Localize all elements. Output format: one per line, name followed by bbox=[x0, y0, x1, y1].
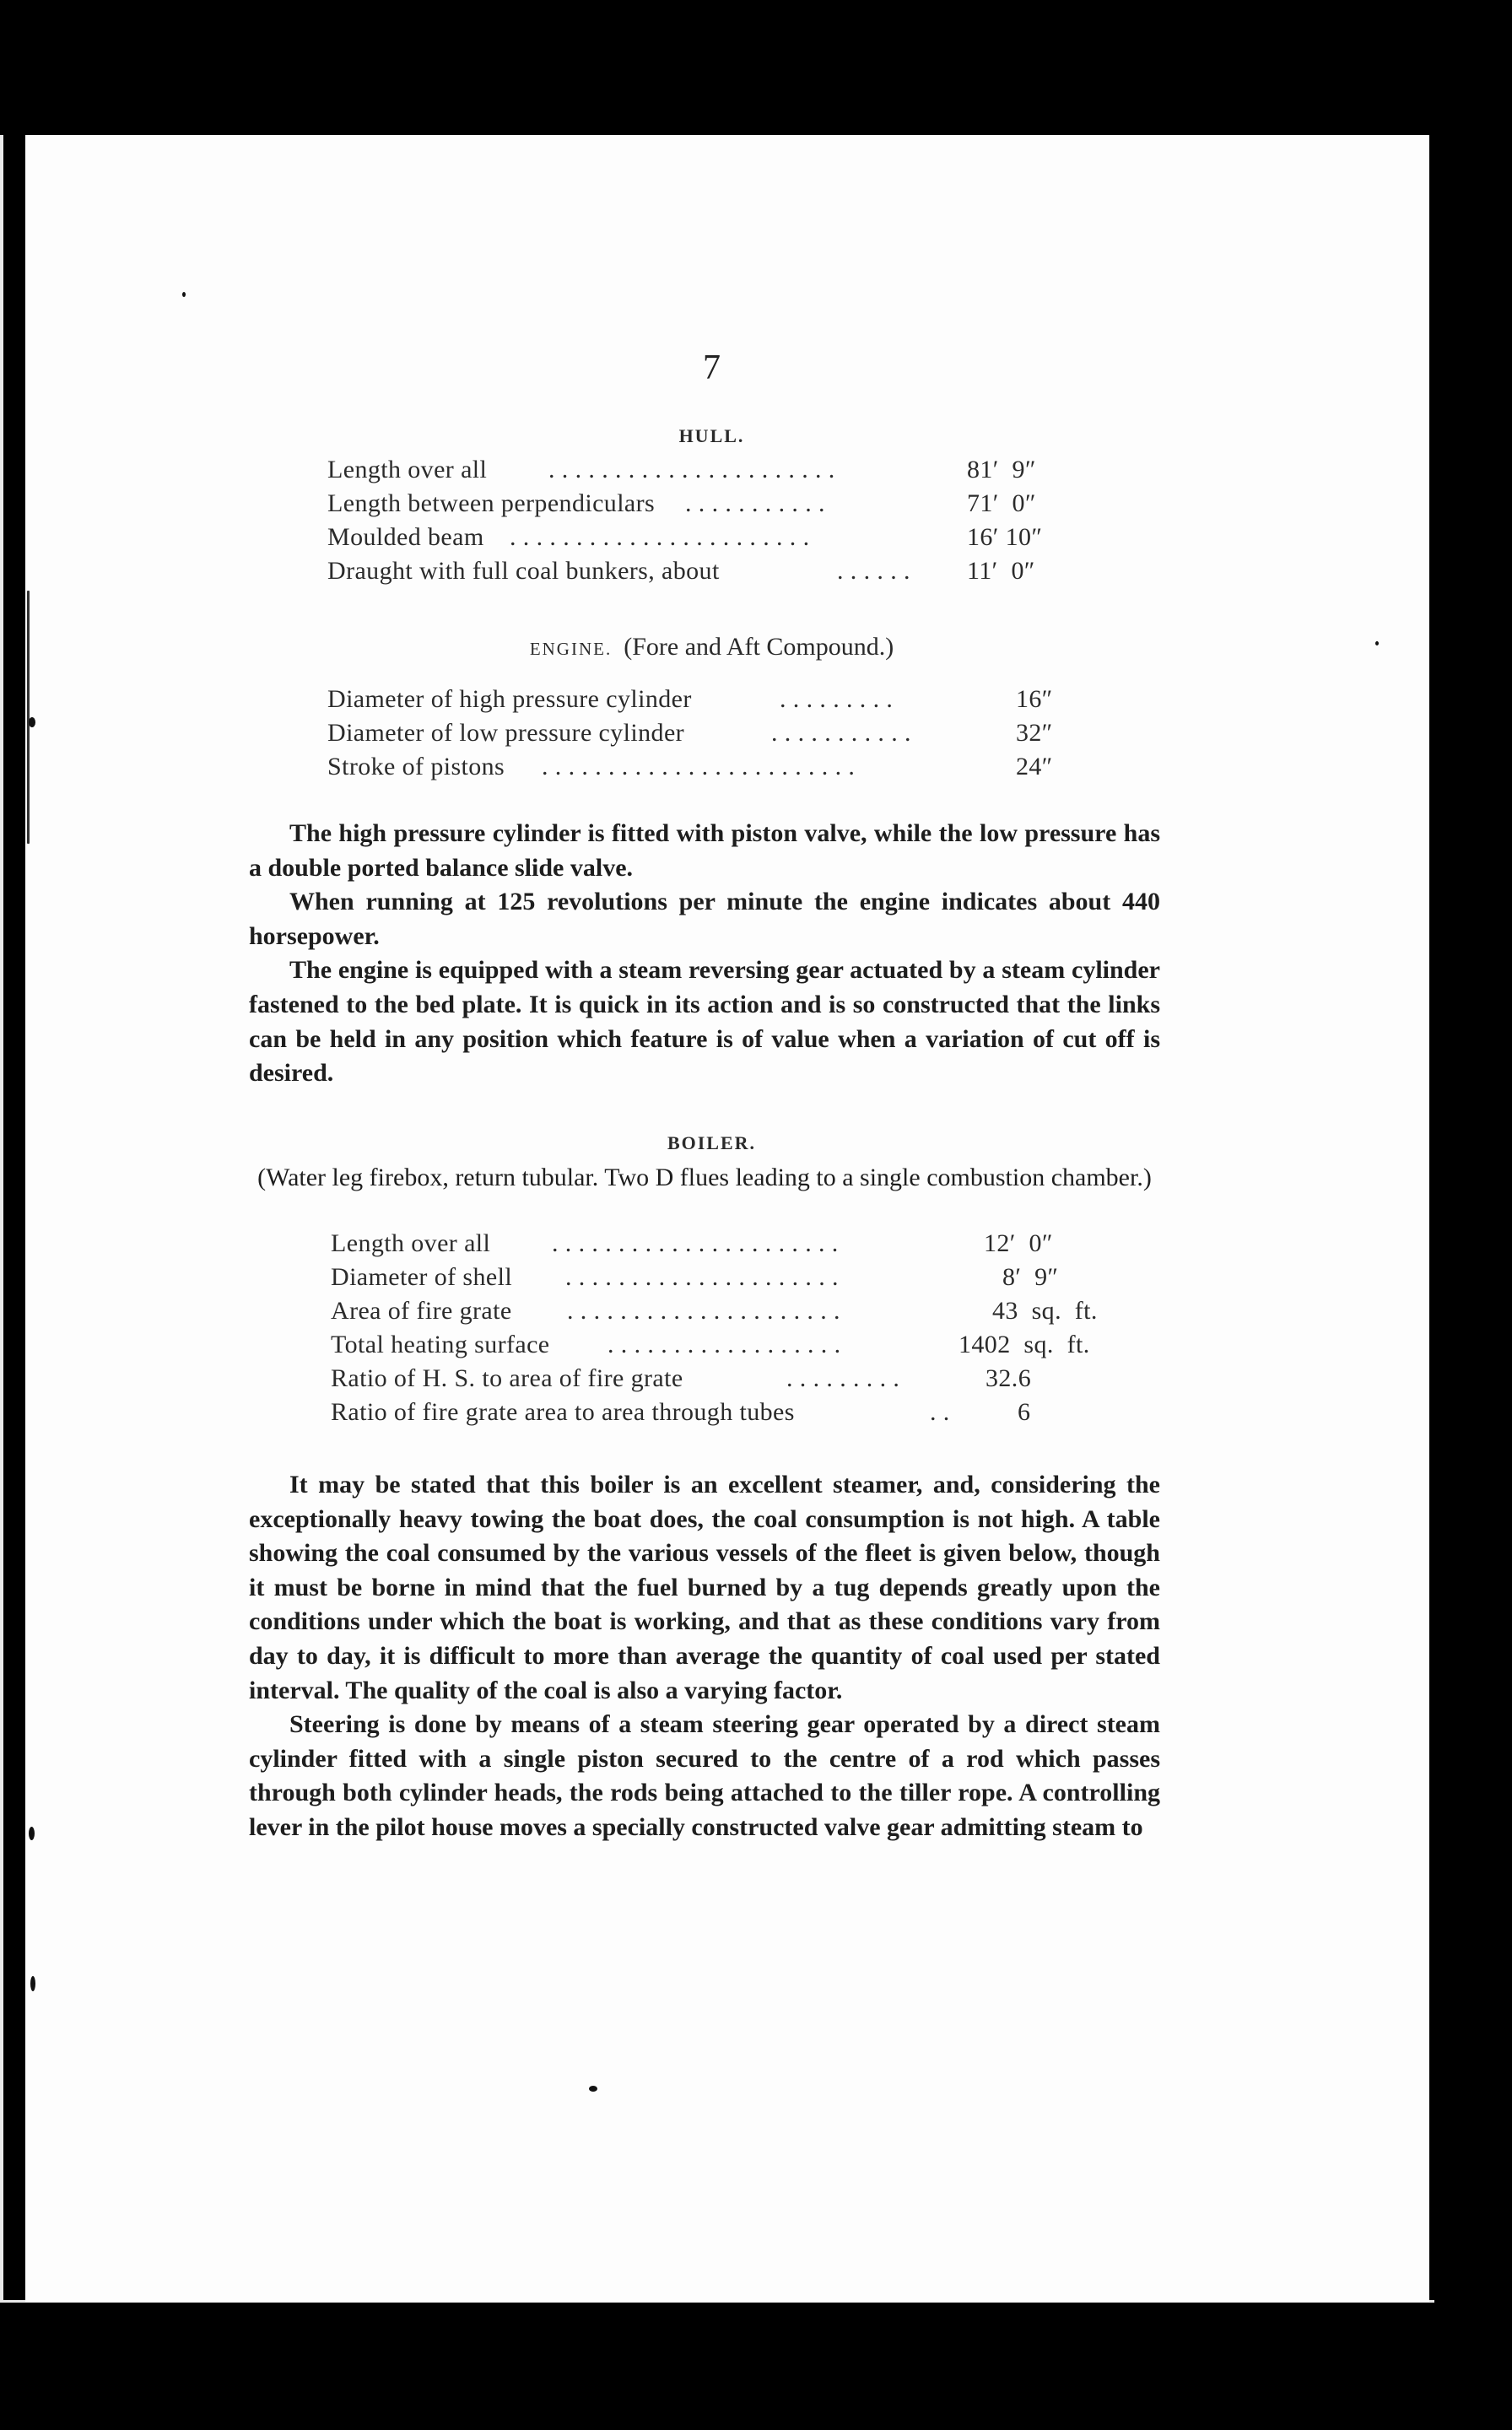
engine-row-value: 24″ bbox=[1016, 753, 1053, 780]
hull-row-label: Moulded beam bbox=[327, 523, 484, 551]
film-frame-left-edge bbox=[0, 135, 3, 2302]
hull-row-label: Draught with full coal bunkers, about bbox=[327, 557, 720, 585]
hull-row-value: 71′ 0″ bbox=[967, 489, 1036, 517]
boiler-row-value: 8′ 9″ bbox=[1002, 1263, 1059, 1291]
boiler-row-label: Total heating surface bbox=[331, 1331, 550, 1358]
margin-mark bbox=[29, 1827, 35, 1840]
engine-heading-label: ENGINE. bbox=[529, 639, 613, 659]
hull-row-leader: . . . . . . . . . . . bbox=[685, 489, 825, 517]
boiler-row-leader: . . bbox=[930, 1398, 950, 1426]
margin-mark bbox=[182, 292, 186, 297]
hull-row-leader: . . . . . . . . . . . . . . . . . . . . . . bbox=[548, 456, 835, 483]
engine-heading-subtitle: (Fore and Aft Compound.) bbox=[624, 633, 894, 661]
engine-row-label: Diameter of high pressure cylinder bbox=[327, 685, 692, 713]
engine-row-leader: . . . . . . . . . . . . . . . . . . . . . . . . bbox=[542, 753, 856, 780]
boiler-row-label: Area of fire grate bbox=[331, 1297, 512, 1325]
paragraph: Steering is done by means of a steam steering gear operated by a direct steam cylinder fitted with a single piston secured to the centre of a rod which passes through both cylinder heads, the rods being attached to the tiller rope. A controlling lever in the pilot house moves a specially constructed valve gear admitting steam to bbox=[249, 1710, 1160, 1841]
hull-row-value: 81′ 9″ bbox=[967, 456, 1036, 483]
boiler-row-value: 6 bbox=[1018, 1398, 1031, 1426]
margin-mark bbox=[27, 591, 30, 844]
engine-row-leader: . . . . . . . . . . . bbox=[771, 719, 911, 747]
hull-row-value: 11′ 0″ bbox=[967, 557, 1035, 585]
scanned-page bbox=[25, 135, 1429, 2302]
closing-text bbox=[249, 1468, 1160, 1845]
margin-mark bbox=[30, 1976, 35, 1991]
paragraph: When running at 125 revolutions per minute the engine indicates about 440 horsepower. bbox=[249, 888, 1160, 950]
boiler-row-value: 1402 sq. ft. bbox=[958, 1331, 1090, 1358]
paragraph: The engine is equipped with a steam reversing gear actuated by a steam cylinder fastened to the bed plate. It is quick in its action and is so constructed that the links can be held in any position which feature is of value when a variation of cut off is desired. bbox=[249, 956, 1160, 1088]
boiler-row-leader: . . . . . . . . . bbox=[786, 1364, 900, 1392]
engine-row-value: 32″ bbox=[1016, 719, 1053, 747]
page-number: 7 bbox=[703, 348, 721, 387]
boiler-intro: (Water leg firebox, return tubular. Two D flues leading to a single combustion chamber.) bbox=[257, 1164, 1152, 1191]
engine-row-value: 16″ bbox=[1016, 685, 1053, 713]
hull-row-leader: . . . . . . bbox=[837, 557, 910, 585]
margin-mark bbox=[29, 717, 35, 727]
engine-row-label: Diameter of low pressure cylinder bbox=[327, 719, 685, 747]
boiler-row-value: 32.6 bbox=[986, 1364, 1032, 1392]
boiler-row-leader: . . . . . . . . . . . . . . . . . . bbox=[608, 1331, 841, 1358]
hull-row-label: Length over all bbox=[327, 456, 488, 483]
boiler-heading: BOILER. bbox=[667, 1132, 757, 1153]
boiler-row-label: Diameter of shell bbox=[331, 1263, 513, 1291]
boiler-row-value: 12′ 0″ bbox=[984, 1229, 1053, 1257]
boiler-row-leader: . . . . . . . . . . . . . . . . . . . . . bbox=[565, 1263, 839, 1291]
hull-row-leader: . . . . . . . . . . . . . . . . . . . . . . . bbox=[510, 523, 810, 551]
boiler-row-leader: . . . . . . . . . . . . . . . . . . . . . . bbox=[552, 1229, 839, 1257]
engine-row-leader: . . . . . . . . . bbox=[780, 685, 894, 713]
boiler-row-leader: . . . . . . . . . . . . . . . . . . . . . bbox=[567, 1297, 840, 1325]
hull-row-value: 16′ 10″ bbox=[967, 523, 1043, 551]
boiler-row-label: Ratio of H. S. to area of fire grate bbox=[331, 1364, 683, 1392]
engine-description bbox=[249, 817, 1160, 1091]
paragraph: It may be stated that this boiler is an excellent steamer, and, considering the exceptionally heavy towing the boat does, the coal consumption is not high. A table showing the coal consumed by the various vessels of the fleet is given below, though it must be borne in mind that the fuel burned by a tug depends greatly upon the conditions under which the boat is working, and that as these conditions vary from day to day, it is difficult to more than average the quantity of coal used per stated interval. The quality of the coal is also a varying factor. bbox=[249, 1471, 1160, 1704]
boiler-row-value: 43 sq. ft. bbox=[992, 1297, 1098, 1325]
hull-row-label: Length between perpendiculars bbox=[327, 489, 656, 517]
margin-mark bbox=[589, 2086, 597, 2092]
engine-row-label: Stroke of pistons bbox=[327, 753, 505, 780]
boiler-row-label: Length over all bbox=[331, 1229, 491, 1257]
boiler-row-label: Ratio of fire grate area to area through tubes bbox=[331, 1398, 795, 1426]
hull-heading: HULL. bbox=[678, 425, 745, 446]
engine-heading bbox=[25, 633, 1398, 662]
paragraph: The high pressure cylinder is fitted with piston valve, while the low pressure has a double ported balance slide valve. bbox=[249, 819, 1160, 882]
